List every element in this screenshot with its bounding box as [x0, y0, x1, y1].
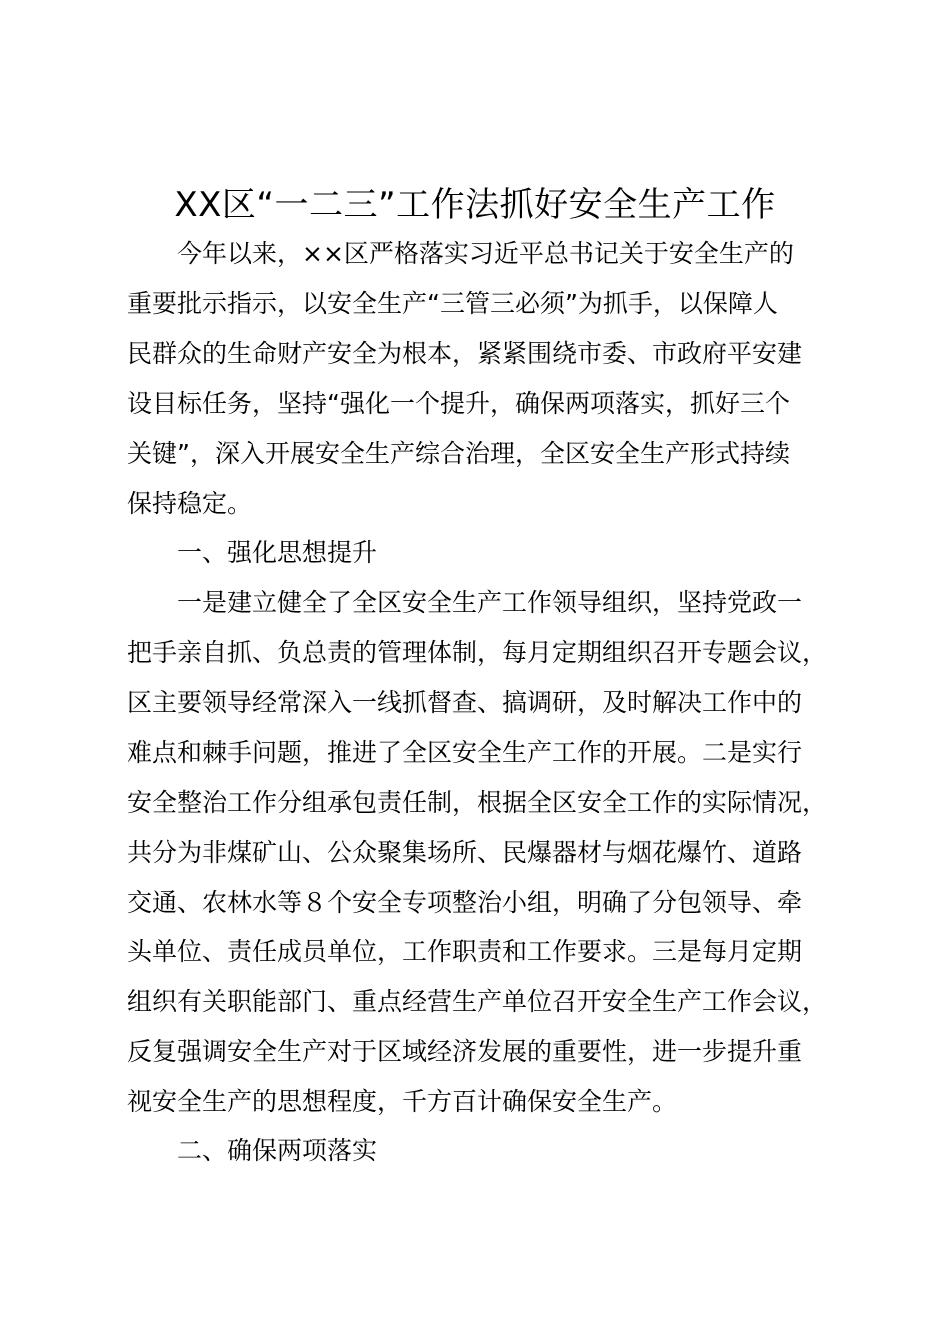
section-1-paragraph-line: 一是建立健全了全区安全生产工作领导组织，坚持党政一	[177, 588, 803, 617]
section-1-paragraph-line: 区主要领导经常深入一线抓督查、搞调研，及时解决工作中的	[127, 688, 803, 717]
section-1-paragraph-line: 组织有关职能部门、重点经营生产单位召开安全生产工作会议，	[127, 987, 828, 1016]
intro-paragraph-line: 今年以来，××区严格落实习近平总书记关于安全生产的	[177, 239, 794, 268]
intro-paragraph-line: 重要批示指示，以安全生产“三管三必须”为抓手，以保障人	[127, 289, 778, 318]
intro-paragraph-line: 设目标任务，坚持“强化一个提升，确保两项落实，抓好三个	[127, 389, 790, 418]
section-1-paragraph-line: 反复强调安全生产对于区域经济发展的重要性，进一步提升重	[127, 1037, 803, 1066]
intro-paragraph-line: 民群众的生命财产安全为根本，紧紧围绕市委、市政府平安建	[127, 339, 803, 368]
intro-paragraph-line: 关键”，深入开展安全生产综合治理，全区安全生产形式持续	[127, 439, 790, 468]
section-1-paragraph-line: 交通、农林水等８个安全专项整治小组，明确了分包领导、牵	[127, 888, 803, 917]
section-1-paragraph-line: 共分为非煤矿山、公众聚集场所、民爆器材与烟花爆竹、道路	[127, 838, 803, 867]
section-1-paragraph-line: 安全整治工作分组承包责任制，根据全区安全工作的实际情况，	[127, 788, 828, 817]
section-1-paragraph-line: 视安全生产的思想程度，千方百计确保安全生产。	[127, 1087, 678, 1116]
section-heading-2: 二、确保两项落实	[177, 1136, 378, 1165]
section-1-paragraph-line: 头单位、责任成员单位，工作职责和工作要求。三是每月定期	[127, 937, 803, 966]
intro-paragraph-line: 保持稳定。	[127, 489, 253, 518]
document-title: XX区“一二三”工作法抓好安全生产工作	[174, 185, 776, 225]
section-1-paragraph-line: 难点和棘手问题，推进了全区安全生产工作的开展。二是实行	[127, 738, 803, 767]
section-heading-1: 一、强化思想提升	[177, 538, 378, 567]
section-1-paragraph-line: 把手亲自抓、负总责的管理体制，每月定期组织召开专题会议，	[127, 638, 828, 667]
